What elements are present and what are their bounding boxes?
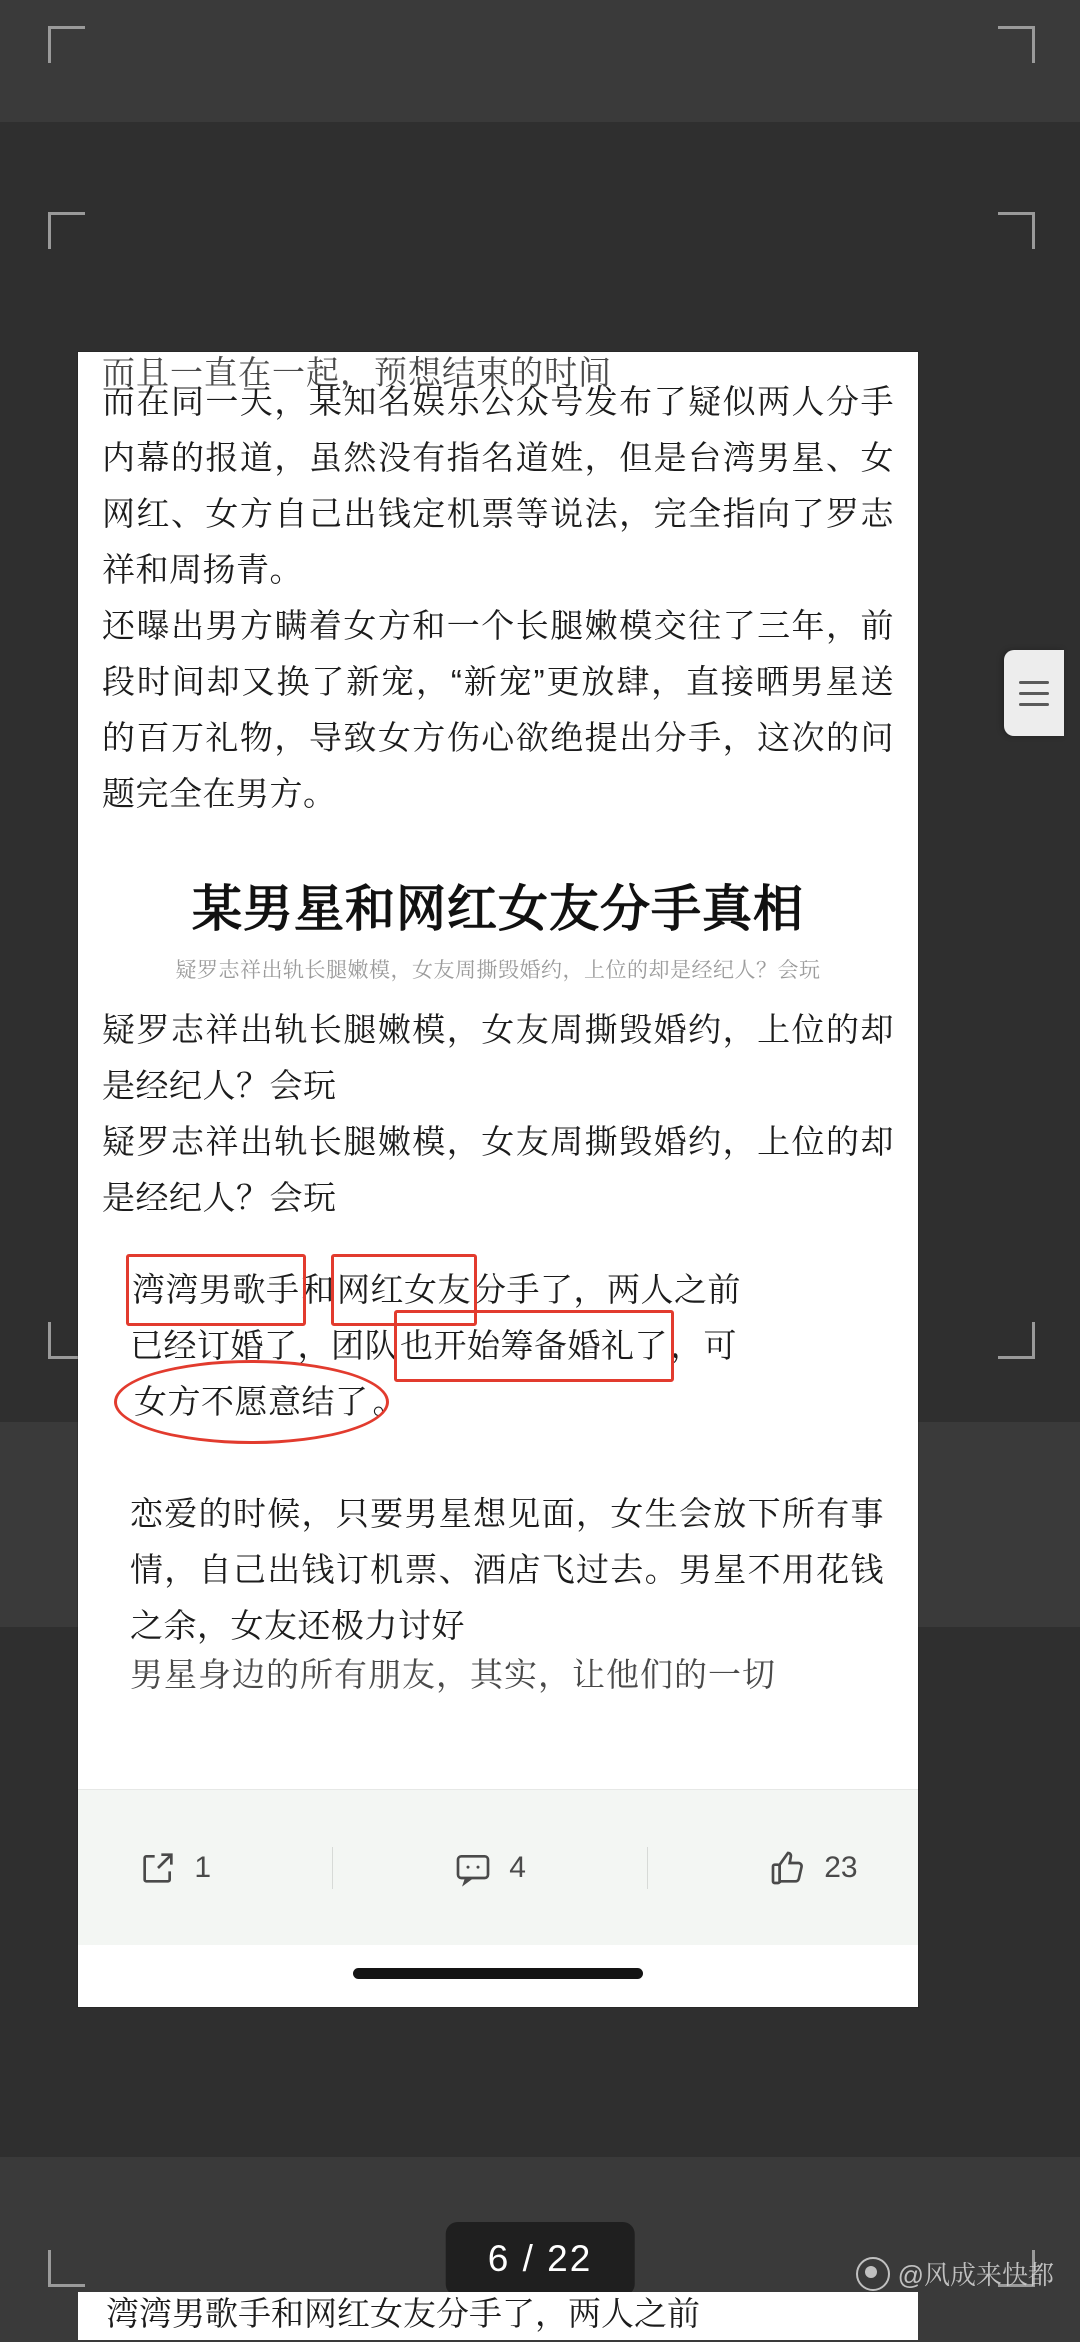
article-action-bar: [78, 1789, 918, 1945]
article-tail-block: [102, 1486, 894, 1693]
article-paragraph: 还曝出男方瞒着女方和一个长腿嫩模交往了三年，前段时间却又换了新宠，“新宠”更放肆，直接晒男星送的百万礼物，导致女方伤心欲绝提出分手，这次的问题完全在男方。: [102, 607, 894, 812]
hamburger-icon-line: [1019, 703, 1049, 706]
comment-count: 4: [509, 1850, 526, 1884]
action-divider: [332, 1847, 333, 1889]
article-subtitle: 疑罗志祥出轨长腿嫩模，女友周撕毁婚约，上位的却是经纪人？会玩: [175, 959, 821, 982]
article-repeat-line-2: 疑罗志祥出轨长腿嫩模，女友周撕毁婚约，上位的却是经纪人？会玩: [102, 1123, 894, 1216]
background-band-top: [0, 0, 1080, 122]
share-count: 1: [194, 1850, 211, 1884]
like-action[interactable]: [768, 1848, 857, 1888]
weibo-logo-icon: [856, 2257, 890, 2291]
comment-icon: [453, 1848, 493, 1888]
comment-action[interactable]: [453, 1848, 526, 1888]
weibo-watermark: [856, 2255, 1054, 2292]
annotated-text-engaged: 已经订婚了，: [130, 1327, 331, 1364]
annotated-text-but: ，可: [670, 1327, 737, 1364]
annotated-line-2: [130, 1318, 884, 1374]
home-indicator: [353, 1968, 643, 1979]
share-action[interactable]: [138, 1848, 211, 1888]
hamburger-icon-line: [1019, 692, 1049, 695]
annotated-paragraph: [102, 1262, 894, 1430]
annotation-box-influencer-girlfriend: 网红女友: [335, 1262, 473, 1318]
annotated-line-1: [130, 1262, 884, 1318]
next-page-preview[interactable]: [78, 2292, 918, 2340]
annotation-ellipse-refused-marriage: 女方不愿意结了: [130, 1374, 373, 1430]
action-divider: [647, 1847, 648, 1889]
article-screenshot-card[interactable]: [78, 352, 918, 2007]
article-cut-bottom-line: 男星身边的所有朋友，其实，让他们的一切: [130, 1656, 776, 1693]
article-tail-paragraph: 恋爱的时候，只要男星想见面，女生会放下所有事情，自己出钱订机票、酒店飞过去。男星不用花钱之余，女友还极力讨好: [130, 1495, 884, 1644]
annotation-box-male-singer: 湾湾男歌手: [130, 1262, 302, 1318]
hamburger-icon-line: [1019, 681, 1049, 684]
thumbs-up-icon: [768, 1848, 808, 1888]
annotation-box-wedding-prep: 也开始筹备婚礼了: [398, 1318, 670, 1374]
share-icon: [138, 1848, 178, 1888]
next-page-preview-text: 湾湾男歌手和网红女友分手了，两人之前: [106, 2295, 700, 2332]
article-body: [78, 354, 918, 1693]
annotated-text-period: 。: [372, 1383, 406, 1420]
annotated-text-team: 团队: [331, 1327, 398, 1364]
article-title: 某男星和网红女友分手真相: [192, 881, 804, 937]
annotated-text-broke-up: 分手了，两人之前: [473, 1271, 741, 1308]
article-paragraph: 而在同一天，某知名娱乐公众号发布了疑似两人分手内幕的报道，虽然没有指名道姓，但是台湾男星、女网红、女方自己出钱定机票等说法，完全指向了罗志祥和周扬青。: [102, 383, 894, 588]
article-cut-top-line: 而且一直在一起，预想结束的时间: [102, 354, 612, 391]
like-count: 23: [824, 1850, 858, 1884]
page-indicator: 6 / 22: [446, 2222, 635, 2296]
article-repeat-line-1: 疑罗志祥出轨长腿嫩模，女友周撕毁婚约，上位的却是经纪人？会玩: [102, 1011, 894, 1104]
annotated-text-and: 和: [301, 1271, 335, 1308]
watermark-text: @风成来快都: [897, 2260, 1054, 2290]
annotated-line-3: [130, 1374, 884, 1430]
content-fade-overlay: [78, 1737, 918, 1797]
floating-menu-button[interactable]: [1004, 650, 1064, 736]
